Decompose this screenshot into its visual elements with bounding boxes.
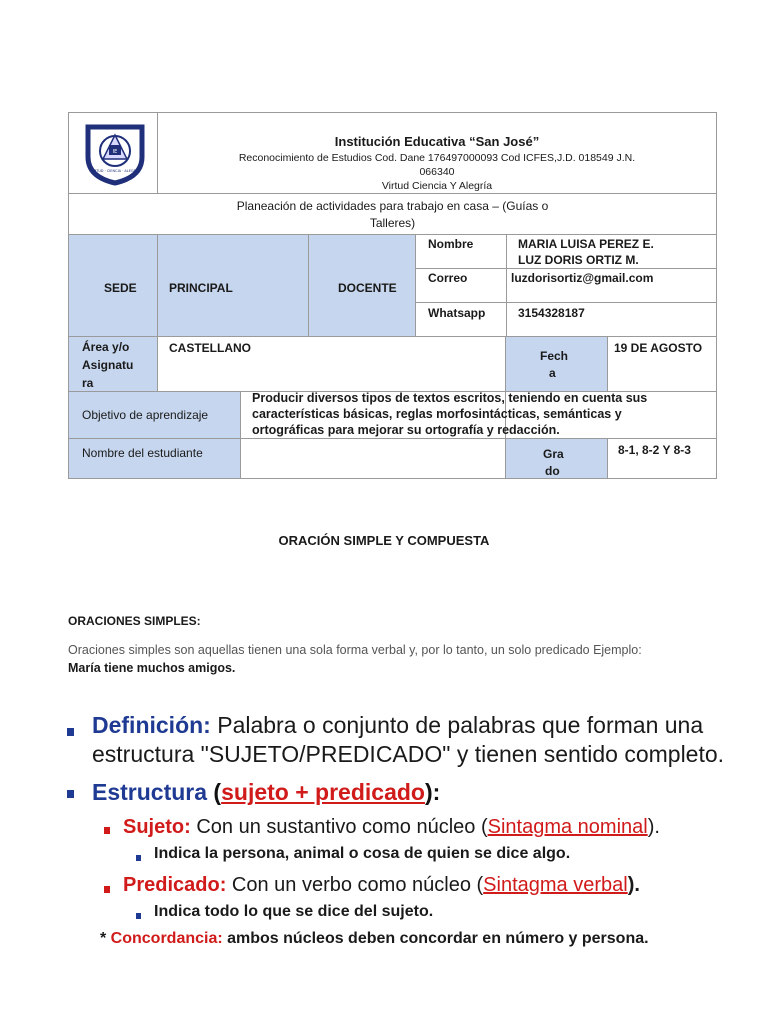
sujeto-link: Sintagma nominal bbox=[487, 816, 648, 838]
estudiante-label: Nombre del estudiante bbox=[82, 446, 203, 460]
plan-line-2: Talleres) bbox=[369, 216, 416, 230]
predicado-sub: Indica todo lo que se dice del sujeto. bbox=[154, 903, 434, 920]
motto: Virtud Ciencia Y Alegría bbox=[381, 180, 493, 192]
grado-value: 8-1, 8-2 Y 8-3 bbox=[618, 443, 691, 457]
recognition-line-1: Reconocimiento de Estudios Cod. Dane 176497000093 Cod ICFES,J.D. 018549 J.N. bbox=[238, 152, 636, 164]
concordancia-term: Concordancia: bbox=[110, 930, 223, 947]
area-label-3: ra bbox=[82, 376, 94, 390]
concordancia-star: * bbox=[100, 930, 111, 947]
definition-line-2: estructura "SUJETO/PREDICADO" y tienen sentido completo. bbox=[92, 741, 725, 767]
nombre-label: Nombre bbox=[428, 237, 474, 251]
recognition-line-2: 066340 bbox=[419, 166, 455, 178]
objetivo-line-3: ortográficas para mejorar su ortografía y redacción. bbox=[252, 423, 560, 437]
whatsapp-label: Whatsapp bbox=[428, 306, 486, 320]
estructura-link: sujeto + predicado bbox=[221, 779, 425, 805]
plan-line-1: Planeación de actividades para trabajo en casa – (Guías o bbox=[236, 199, 549, 213]
definition-term: Definición: bbox=[92, 712, 211, 738]
objetivo-line-1: Producir diversos tipos de textos escritos, teniendo en cuenta sus bbox=[252, 391, 648, 405]
institution-name: Institución Educativa “San José” bbox=[334, 134, 540, 149]
bullet-square-icon bbox=[67, 728, 74, 736]
sujeto-sub: Indica la persona, animal o cosa de quien se dice algo. bbox=[154, 845, 571, 862]
nombre-value-1: MARIA LUISA PEREZ E. bbox=[518, 237, 654, 251]
school-logo bbox=[80, 117, 150, 187]
nombre-value-2: LUZ DORIS ORTIZ M. bbox=[518, 253, 639, 267]
paragraph: Oraciones simples son aquellas tienen una sola forma verbal y, por lo tanto, un solo predicado Ejemplo: bbox=[68, 643, 642, 657]
area-label-2: Asignatu bbox=[82, 358, 134, 372]
example-sentence: María tiene muchos amigos. bbox=[68, 661, 236, 675]
section-heading: ORACIONES SIMPLES: bbox=[68, 614, 201, 628]
bullet-square-icon bbox=[104, 827, 110, 834]
definition-text-1: Palabra o conjunto de palabras que forman una bbox=[210, 712, 704, 738]
sede-value: PRINCIPAL bbox=[169, 281, 233, 295]
grado-label-1: Gra bbox=[543, 447, 564, 461]
predicado-link: Sintagma verbal bbox=[483, 874, 628, 896]
docente-label: DOCENTE bbox=[338, 281, 397, 295]
concordancia-line bbox=[100, 930, 649, 948]
objetivo-line-2: características básicas, reglas morfosintácticas, semánticas y bbox=[252, 407, 622, 421]
objetivo-label: Objetivo de aprendizaje bbox=[82, 408, 209, 422]
predicado-close: ). bbox=[627, 874, 640, 896]
page-title: ORACIÓN SIMPLE Y COMPUESTA bbox=[278, 533, 490, 548]
svg-text:IE: IE bbox=[112, 149, 118, 155]
estructura-close: ): bbox=[424, 779, 441, 805]
sede-label: SEDE bbox=[104, 281, 137, 295]
estructura-line bbox=[92, 779, 440, 806]
estructura-term: Estructura bbox=[92, 779, 208, 805]
estructura-open: ( bbox=[207, 779, 222, 805]
fecha-label-1: Fech bbox=[540, 349, 569, 363]
sujeto-close: ). bbox=[647, 816, 660, 838]
definition-line-1 bbox=[92, 712, 703, 739]
area-label-1: Área y/o bbox=[82, 340, 130, 354]
bullet-square-icon bbox=[104, 886, 110, 893]
sujeto-text: Con un sustantivo como núcleo ( bbox=[190, 816, 488, 838]
svg-text:VIRTUD · CIENCIA · ALEGRÍA: VIRTUD · CIENCIA · ALEGRÍA bbox=[90, 169, 140, 173]
predicado-text: Con un verbo como núcleo ( bbox=[226, 874, 484, 896]
concordancia-text: ambos núcleos deben concordar en número y persona. bbox=[222, 930, 649, 947]
bullet-square-icon bbox=[136, 913, 141, 919]
whatsapp-value: 3154328187 bbox=[518, 306, 585, 320]
bullet-square-icon bbox=[136, 855, 141, 861]
area-value: CASTELLANO bbox=[169, 341, 251, 355]
sujeto-term: Sujeto: bbox=[123, 816, 191, 838]
fecha-value: 19 DE AGOSTO bbox=[614, 341, 703, 355]
correo-label: Correo bbox=[428, 271, 468, 285]
sujeto-line bbox=[123, 816, 660, 839]
fecha-label-2: a bbox=[549, 366, 556, 380]
predicado-term: Predicado: bbox=[123, 874, 227, 896]
grado-label-2: do bbox=[545, 464, 560, 478]
fecha-shade bbox=[505, 336, 607, 391]
bullet-square-icon bbox=[67, 790, 74, 798]
predicado-line bbox=[123, 874, 640, 897]
correo-value: luzdorisortiz@gmail.com bbox=[511, 271, 654, 285]
